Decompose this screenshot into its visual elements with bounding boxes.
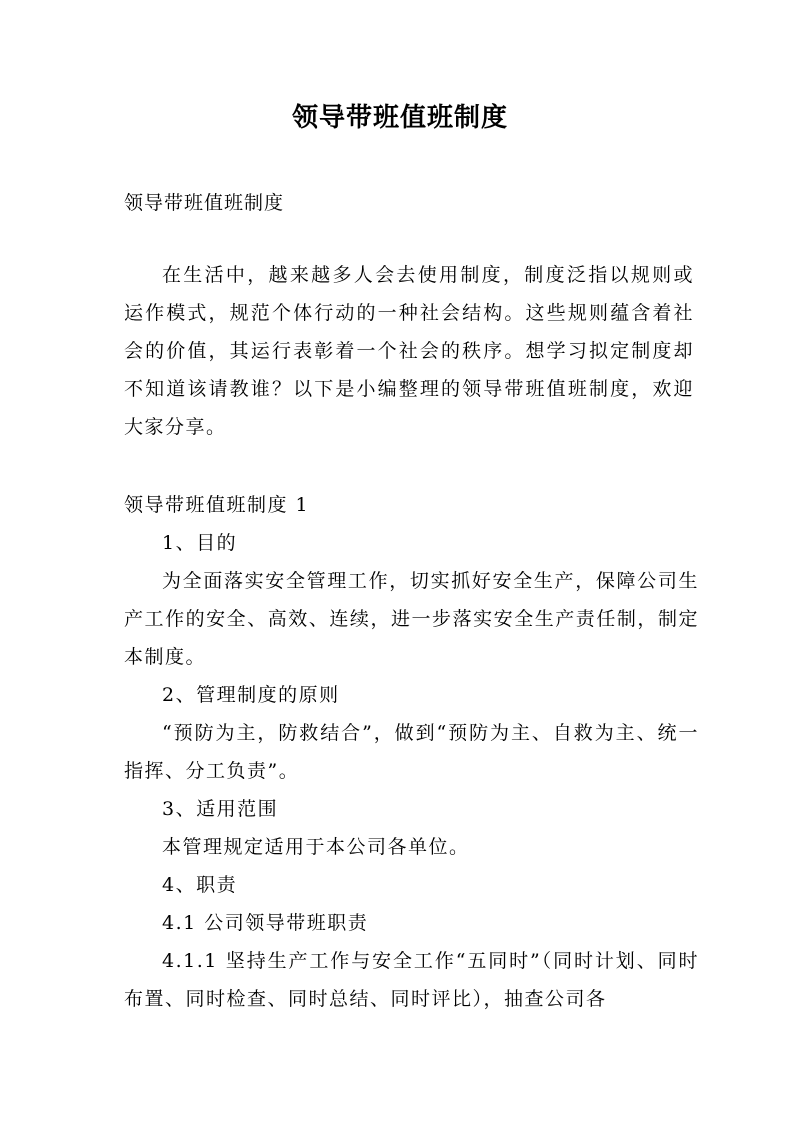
section-heading: 领导带班值班制度 1 [124, 494, 310, 516]
item-scope-heading: 3、适用范围 [162, 798, 279, 820]
item-purpose-heading: 1、目的 [162, 532, 238, 554]
intro-paragraph: 在生活中，越来越多人会去使用制度，制度泛指以规则或运作模式，规范个体行动的一种社会结构。这些规则蕴含着社会的价值，其运行表彰着一个社会的秩序。想学习拟定制度却不知道该请教谁？以下是小编整理的领导带班值班制度，欢迎大家分享。 [124, 264, 694, 438]
item-principle-text: “预防为主，防救结合”，做到“预防为主、自救为主、统一指挥、分工负责”。 [124, 722, 699, 782]
document-subtitle: 领导带班值班制度 [124, 192, 285, 214]
item-duties-text: 4.1.1 坚持生产工作与安全工作“五同时”（同时计划、同时布置、同时检查、同时总结、同时评比），抽查公司各 [124, 950, 699, 1010]
item-scope-text: 本管理规定适用于本公司各单位。 [162, 836, 470, 858]
item-duties-heading: 4、职责 [162, 874, 238, 896]
section-body [124, 486, 699, 1018]
item-purpose-text: 为全面落实安全管理工作，切实抓好安全生产，保障公司生产工作的安全、高效、连续，进一步落实安全生产责任制，制定本制度。 [124, 570, 699, 668]
item-principle-heading: 2、管理制度的原则 [162, 684, 340, 706]
document-title: 领导带班值班制度 [291, 103, 508, 133]
item-duties-subheading: 4.1 公司领导带班职责 [162, 912, 369, 934]
